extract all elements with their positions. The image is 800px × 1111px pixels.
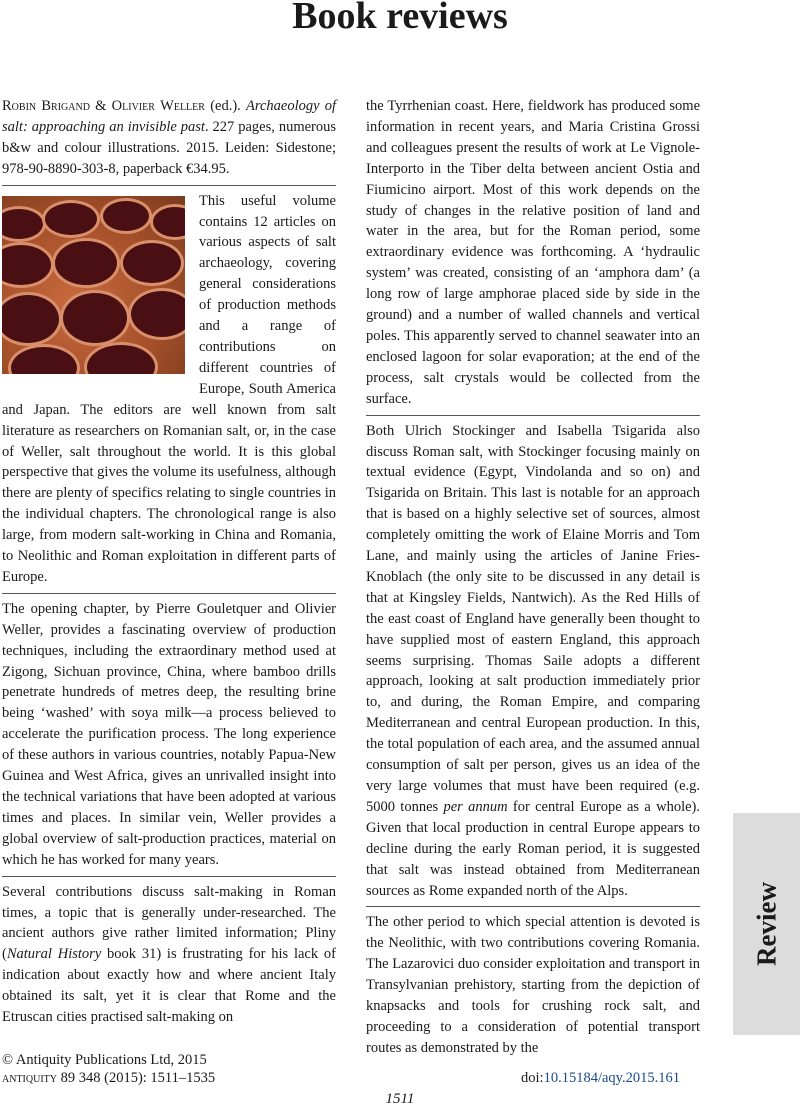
paragraph-divider: [366, 415, 700, 416]
review-paragraph-1: This useful volume contains 12 articles on various aspects of salt archaeology, covering general considerations of production methods and a range of contributions on different countries of Europe, South America and Japan. The editors are well known from salt literature as researchers on Romanian salt, or, in the case of Weller, salt throughout the world. It is this global perspective that gives the volume its usefulness, although there are plenty of specifics relating to single countries in the individual chapters. The chronological range is also large, from modern salt-working in China and Romania, to Neolithic and Roman exploitation in different parts of Europe.: [2, 192, 336, 585]
p3-text-b: book 31) is frustrating for his lack of indication about exactly how and where ancient Italy obtained its salt, yet it is clear that Rome and the Etruscan cities practised salt-making on: [2, 946, 336, 1026]
author2-last: Weller: [160, 98, 205, 114]
journal-citation: [2, 1069, 215, 1087]
page-number: 1511: [385, 1091, 415, 1107]
citation-divider: [2, 185, 336, 186]
review-paragraph-5: [366, 421, 700, 902]
review-paragraph-3: [2, 882, 336, 1028]
journal-name: antiquity: [2, 1070, 57, 1086]
copyright: © Antiquity Publications Ltd, 2015: [2, 1052, 207, 1068]
paragraph-divider: [366, 906, 700, 907]
review-paragraph-2: The opening chapter, by Pierre Gouletquer and Olivier Weller, provides a fascinating overview of production techniques, including the extraordinary method used at Zigong, Sichuan province, China, where bamboo drills penetrate hundreds of metres deep, the resulting brine being ‘washed’ with soya milk—a process believed to accelerate the purification process. The long experience of these authors in various countries, notably Papua-New Guinea and West Africa, gives an unrivalled insight into the technical variations that have been adopted at various times and places. In similar vein, Weller provides a global overview of salt-production practices, material on which he has worked for many years.: [2, 600, 336, 868]
doi-link[interactable]: 10.15184/aqy.2015.161: [543, 1070, 680, 1086]
review-paragraph-4: the Tyrrhenian coast. Here, fieldwork has produced some information in recent years, and Maria Cristina Grossi and colleagues present the results of work at Le Vignole-Interporto in the Tiber delta between ancient Ostia and Fiumicino airport. Most of this work depends on the study of changes in the relative position of land and water in the area, but for the Roman period, some extraordinary evidence was forthcoming. A ‘hydraulic system’ was created, consisting of an ‘amphora dam’ (a long row of large amphorae placed side by side in the ground) and a number of walled channels and vertical poles. This apparently served to channel seawater into an enclosed lagoon for solar evaporation; at the end of the process, salt crystals would be collected from the surface.: [366, 98, 700, 407]
doi: [521, 1069, 680, 1087]
author2-first: Olivier: [111, 98, 155, 114]
p5-italic: per annum: [443, 798, 508, 815]
left-column: [2, 96, 336, 1028]
right-column: [366, 96, 700, 1059]
section-sidebar-tab: [733, 813, 800, 1035]
p3-italic: Natural History: [6, 946, 102, 963]
book-citation: [2, 96, 336, 180]
paragraph-divider: [2, 876, 336, 877]
book-details: . 227 pages, numerous b&w and colour illustrations. 2015. Leiden: Sidestone; 978-90-8890-303-8, paperback €34.95.: [2, 118, 336, 177]
section-label: Review: [751, 882, 781, 966]
volume-pages: 89 348 (2015): 1511–1535: [57, 1070, 216, 1086]
review-paragraph-6: The other period to which special attention is devoted is the Neolithic, with two contributions covering Romania. The Lazarovici duo consider exploitation and transport in Transylvanian prehistory, starting from the depiction of knapsacks and tools for crushing rock salt, and proceeding to a consideration of potential transport routes as demonstrated by the: [366, 914, 700, 1056]
page-title: Book reviews: [292, 0, 508, 37]
editor-note: (ed.).: [210, 98, 241, 114]
doi-prefix: doi:: [521, 1070, 544, 1086]
p5-text-b: for central Europe as a whole). Given that local production in central Europe appears to decline during the early Roman period, it is suggested that salt was instead obtained from Mediterranean sources as Rome expanded north of the Alps.: [366, 798, 700, 899]
author1-first: Robin: [2, 98, 37, 114]
salt-pans-photo: [2, 196, 185, 374]
book-title: Archaeology of salt: approaching an invisible past: [2, 98, 337, 135]
paragraph-divider: [2, 593, 336, 594]
p3-text-a: Several contributions discuss salt-making in Roman times, a topic that is generally under-researched. The ancient authors give rather limited information; Pliny (: [2, 883, 336, 963]
p5-text-a: Both Ulrich Stockinger and Isabella Tsigarida also discuss Roman salt, with Stockinger focusing mainly on textual evidence (Egypt, Vindolanda and so on) and Tsigarida on Britain. This last is notable for an approach that is based on a highly selective set of sources, almost completely omitting the work of Elaine Morris and Tom Lane, and mainly using the articles of Janine Fries-Knoblach (the only site to be discussed in any detail is that at Kingsley Fields, Nantwich). As the Red Hills of the east coast of England have generally been thought to have supplied most of eastern England, this approach seems surprising. Thomas Saile adopts a different approach, looking at salt production immediately prior to, and during, the Roman Empire, and comparing Mediterranean and central European production. In this, the total population of each area, and the assumed annual consumption of salt per person, gives us an idea of the very large volumes that must have been required (e.g. 5000 tonnes: [366, 422, 700, 815]
ampersand: &: [95, 98, 107, 114]
author1-last: Brigand: [41, 98, 90, 114]
